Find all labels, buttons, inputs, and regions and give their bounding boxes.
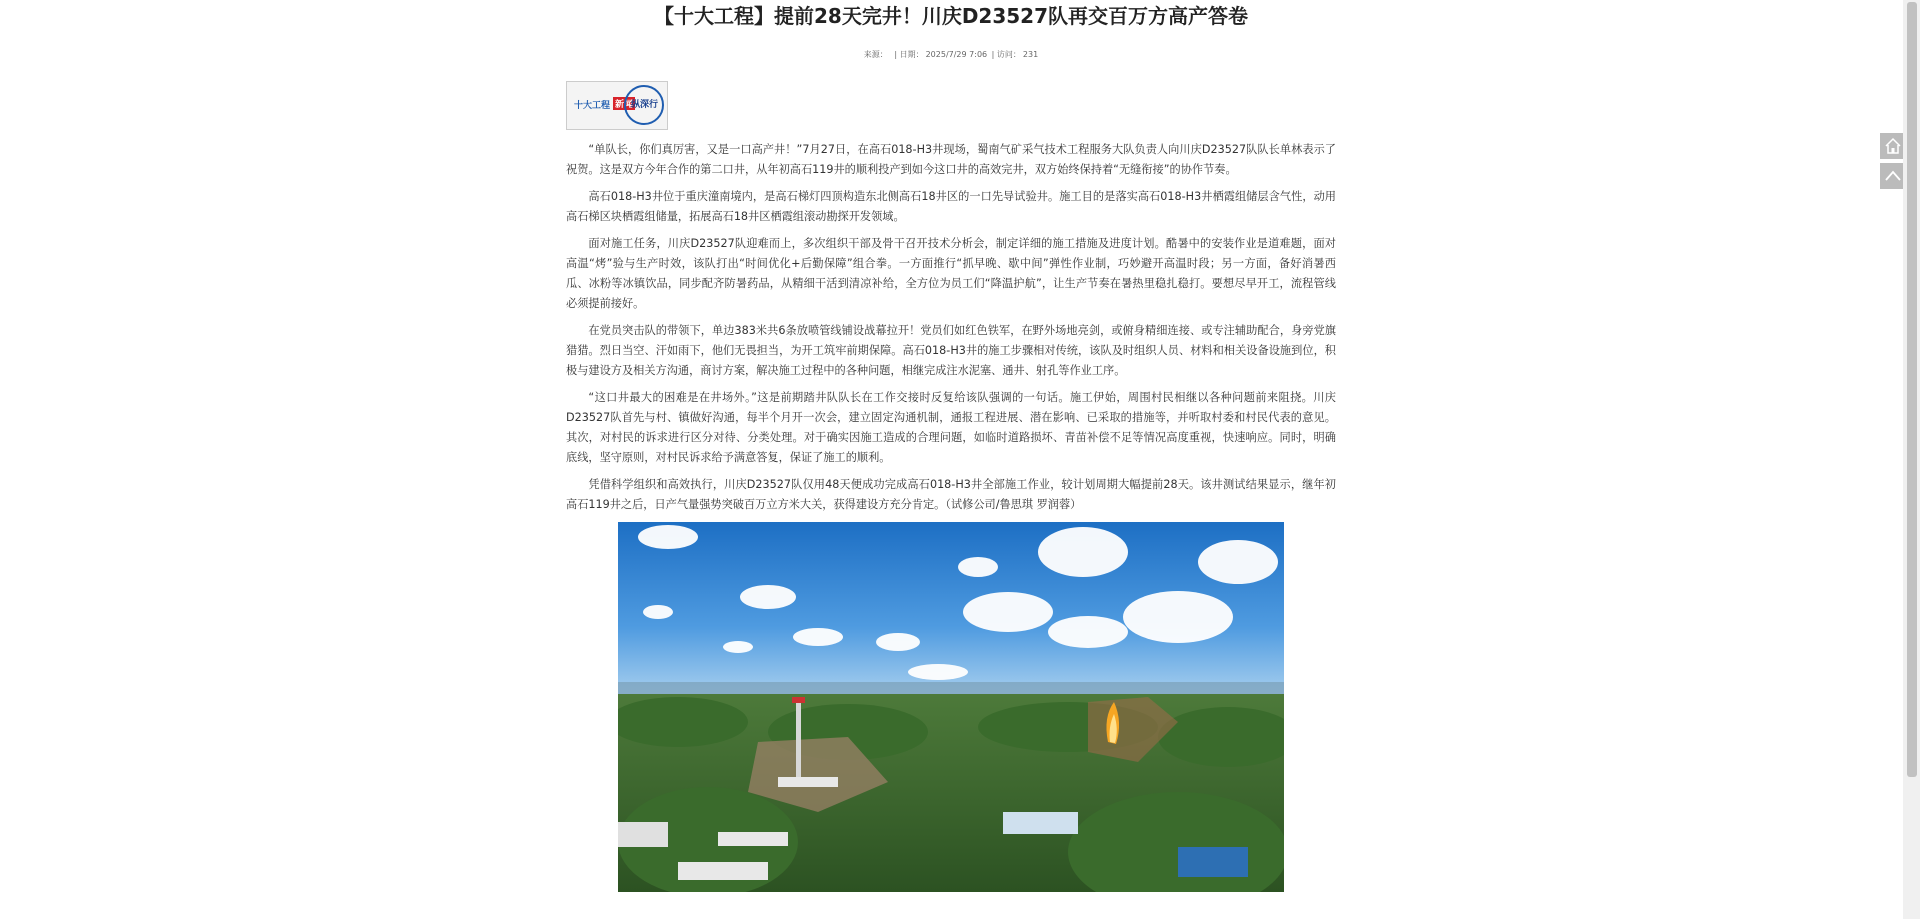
scrollbar-thumb[interactable] [1907, 2, 1917, 777]
logo-text-ten-projects: 十大工程 [574, 101, 611, 111]
article-paragraph-2: 高石018-H3井位于重庆潼南境内，是高石梯灯四顶构造东北侧高石18井区的一口先导试验井。施工目的是落实高石018-H3井栖霞组储层含气性，动用高石梯区块栖霞组储量，拓展高石18井区栖霞组滚动勘探开发领域。 [566, 190, 1336, 223]
article [566, 0, 1336, 892]
home-icon [1884, 137, 1902, 155]
meta-date-label: | 日期： [894, 50, 924, 59]
article-body [566, 140, 1336, 515]
article-photo-drilling-site [618, 522, 1284, 892]
meta-visits-value: 231 [1022, 50, 1039, 59]
logo-text-depth: 纵深行 [631, 100, 659, 110]
logo-emblem-icon [624, 85, 664, 125]
meta-source-label: 来源： [863, 50, 888, 59]
article-paragraph-5: “这口井最大的困难是在井场外。”这是前期踏井队队长在工作交接时反复给该队强调的一句话。施工伊始，周围村民相继以各种问题前来阻挠。川庆D23527队首先与村、镇做好沟通，每半个月开一次会，建立固定沟通机制，通报工程进展、潜在影响、已采取的措施等，并听取村委和村民代表的意见。其次，对村民的诉求进行区分对待、分类处理。对于确实因施工造成的合理问题，如临时道路损坏、青苗补偿不足等情况高度重视，快速响应。同时，明确底线，坚守原则，对村民诉求给予满意答复，保证了施工的顺利。 [566, 391, 1336, 464]
article-paragraph-6: 凭借科学组织和高效执行，川庆D23527队仅用48天便成功完成高石018-H3井全部施工作业，较计划周期大幅提前28天。该井测试结果显示，继年初高石119井之后，日产气量强势突破百万立方米大关，获得建设方充分肯定。（试修公司/鲁思琪 罗润蓉） [566, 478, 1336, 511]
article-paragraph-4: 在党员突击队的带领下，单边383米共6条放喷管线铺设战幕拉开！党员们如红色铁军，在野外场地亮剑，或俯身精细连接、或专注辅助配合，身旁党旗猎猎。烈日当空、汗如雨下，他们无畏担当，为开工筑牢前期保障。高石018-H3井的施工步骤相对传统，该队及时组织人员、材料和相关设备设施到位，积极与建设方及相关方沟通，商讨方案，解决施工过程中的各种问题，相继完成注水泥塞、通井、射孔等作业工序。 [566, 324, 1336, 377]
article-paragraph-3: 面对施工任务，川庆D23527队迎难而上，多次组织干部及骨干召开技术分析会，制定详细的施工措施及进度计划。酷暑中的安装作业是道难题，面对高温“烤”验与生产时效，该队打出“时间优化+后勤保障”组合拳。一方面推行“抓早晚、歇中间”弹性作业制，巧妙避开高温时段；另一方面，备好消暑西瓜、冰粉等冰镇饮品，同步配齐防暑药品，从精细干活到清凉补给，全方位为员工们“降温护航”，让生产节奏在暑热里稳扎稳打。要想尽早开工，流程管线必须提前接好。 [566, 237, 1336, 310]
logo-text-news: 新闻 [613, 97, 635, 110]
column-logo [566, 81, 668, 130]
article-meta [566, 50, 1336, 60]
article-title: 【十大工程】提前28天完井！川庆D23527队再交百万方高产答卷 [653, 4, 1248, 28]
meta-visits-label: | 访问： [991, 50, 1021, 59]
meta-date-value: 2025/7/29 7:06 [925, 50, 988, 59]
vertical-scrollbar[interactable] [1903, 0, 1920, 919]
chevron-up-icon [1884, 167, 1902, 185]
article-paragraph-1: “单队长，你们真厉害，又是一口高产井！”7月27日，在高石018-H3井现场，蜀南气矿采气技术工程服务大队负责人向川庆D23527队队长单林表示了祝贺。这是双方今年合作的第二口井，从年初高石119井的顺利投产到如今这口井的高效完井，双方始终保持着“无缝衔接”的协作节奏。 [566, 143, 1336, 176]
